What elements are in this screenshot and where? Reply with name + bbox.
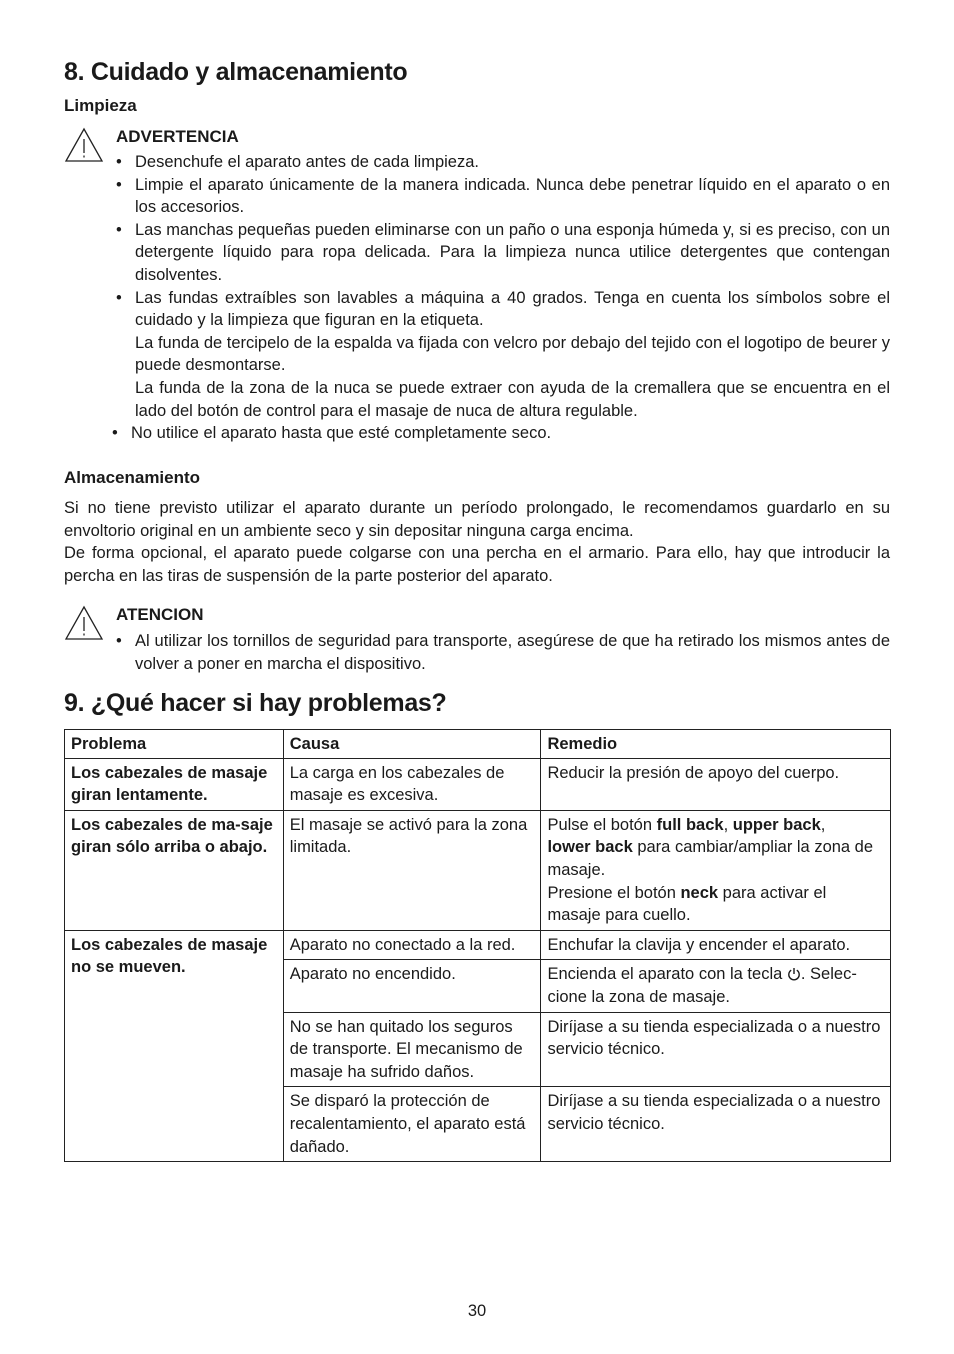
remedy-cell: Reducir la presión de apoyo del cuerpo. — [541, 758, 891, 810]
warning-list — [116, 151, 890, 445]
cause-cell: Se disparó la protección de recalentamiento, el aparato está dañado. — [283, 1087, 541, 1162]
remedy-text: Pulse el botón — [547, 815, 657, 834]
remedy-cell: Diríjase a su tienda especializada o a nuestro servicio técnico. — [541, 1012, 891, 1087]
list-item — [112, 422, 890, 445]
section-9-title: 9. ¿Qué hacer si hay problemas? — [64, 689, 447, 717]
cause-cell: El masaje se activó para la zona limitada. — [283, 810, 541, 930]
remedy-text: . Selec-cione la zona de masaje. — [547, 965, 857, 1006]
problem-cell: Los cabezales de masaje giran lentamente. — [65, 758, 284, 810]
table-row — [65, 810, 891, 930]
table-header-row — [65, 730, 891, 759]
remedy-text: Encienda el aparato con la tecla — [547, 965, 787, 984]
warning-triangle-icon — [64, 127, 104, 163]
remedy-text: para cambiar/ampliar la zona de masaje. — [547, 838, 874, 879]
remedy-text: , — [723, 815, 733, 834]
attention-title: ATENCION — [116, 605, 204, 624]
list-item-text: La funda de la zona de la nuca se puede extraer con ayuda de la cremallera que se encuentra en el lado del botón de control para el masaje de nuca de altura regulable. — [135, 378, 890, 420]
table-row — [65, 758, 891, 810]
page-number: 30 — [467, 1302, 487, 1320]
attention-list — [116, 630, 890, 675]
storage-paragraph-1: Si no tiene previsto utilizar el aparato durante un período prolongado, le recomendamos guardarlo en su envoltorio original en un ambiente seco y sin depositar ninguna carga encima. — [64, 499, 890, 540]
list-item-text: Desenchufe el aparato antes de cada limpieza. — [135, 153, 479, 171]
column-header-remedy: Remedio — [541, 730, 891, 759]
warning-triangle-icon — [64, 605, 104, 641]
cleaning-heading: Limpieza — [64, 96, 137, 115]
cause-cell: Aparato no conectado a la red. — [283, 930, 541, 960]
problem-cell: Los cabezales de ma-saje giran sólo arriba o abajo. — [65, 810, 284, 930]
list-item-text: Las manchas pequeñas pueden eliminarse con un paño o una esponja húmeda y, si es preciso, con un detergente líquido para ropa delicada. Para la limpieza nunca utilice detergentes que contengan disolventes. — [135, 220, 890, 284]
troubleshooting-table — [64, 729, 891, 1162]
problem-cell: Los cabezales de masaje no se mueven. — [65, 930, 284, 1161]
remedy-cell: Enchufar la clavija y encender el aparato. — [541, 930, 891, 960]
button-name-lower-back: lower back — [547, 838, 633, 857]
section-8-title: 8. Cuidado y almacenamiento — [64, 58, 408, 86]
power-icon — [787, 967, 801, 981]
button-name-full-back: full back — [656, 815, 724, 834]
column-header-problem: Problema — [65, 730, 284, 759]
list-item — [116, 630, 890, 675]
list-item — [116, 174, 890, 219]
button-name-neck: neck — [680, 883, 719, 902]
list-item-text: No utilice el aparato hasta que esté completamente seco. — [131, 424, 552, 443]
table-row — [65, 930, 891, 960]
list-item-text: Al utilizar los tornillos de seguridad para transporte, asegúrese de que ha retirado los mismos antes de volver a poner en marcha el dispositivo. — [135, 632, 890, 673]
remedy-text: para activar el masaje para cuello. — [547, 883, 827, 925]
list-item — [116, 151, 890, 174]
list-item-text: • Las fundas extraíbles son lavables a máquina a 40 grados. Tenga en cuenta los símbolos sobre el cuidado y la limpieza que figuran en la etiqueta. — [135, 288, 890, 330]
cause-cell: No se han quitado los seguros de transporte. El mecanismo de masaje ha sufrido daños. — [283, 1012, 541, 1087]
button-name-upper-back: upper back — [732, 815, 821, 834]
list-item-text: Limpie el aparato únicamente de la manera indicada. Nunca debe penetrar líquido en el aparato o en los accesorios. — [135, 175, 890, 217]
storage-heading: Almacenamiento — [64, 468, 201, 487]
remedy-text: Presione el botón — [547, 883, 681, 902]
cause-cell: Aparato no encendido. — [283, 960, 541, 1012]
cause-cell: La carga en los cabezales de masaje es excesiva. — [283, 758, 541, 810]
list-item-text: La funda de tercipelo de la espalda va fijada con velcro por debajo del tejido con el logotipo de beurer y puede desmontarse. — [135, 333, 890, 375]
list-item — [116, 287, 890, 423]
remedy-text: , — [820, 815, 826, 834]
remedy-cell — [541, 960, 891, 1012]
column-header-cause: Causa — [283, 730, 541, 759]
remedy-cell: Diríjase a su tienda especializada o a nuestro servicio técnico. — [541, 1087, 891, 1162]
remedy-cell — [541, 810, 891, 930]
storage-paragraph-2: De forma opcional, el aparato puede colgarse con una percha en el armario. Para ello, hay que introducir la percha en las tiras de suspensión de la parte posterior del aparato. — [64, 544, 890, 585]
list-item — [116, 219, 890, 287]
warning-title: ADVERTENCIA — [116, 127, 239, 146]
